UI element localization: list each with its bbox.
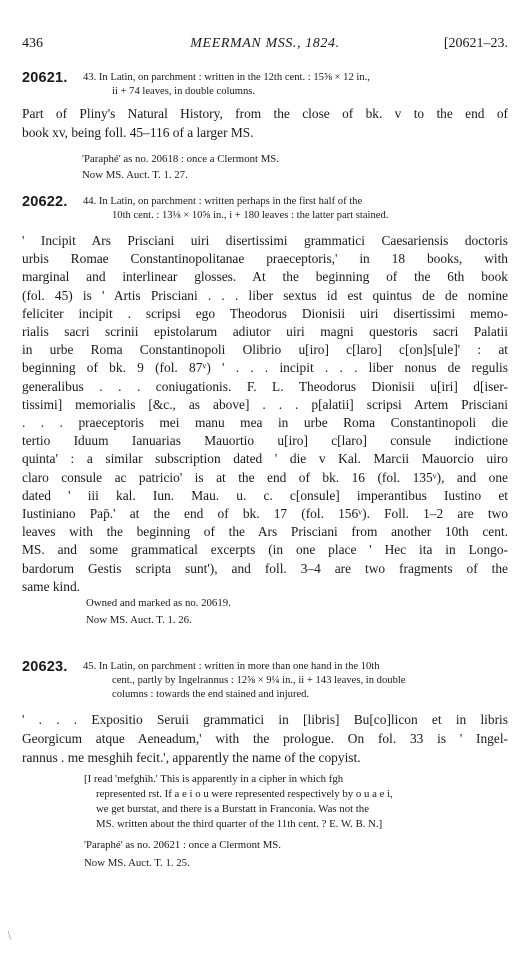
editorial-note-line: [I read 'mefghih.' This is apparently in a cipher in which fgh	[84, 773, 344, 785]
entry-description-line: 43. In Latin, on parchment : written in the 12th cent. : 15⅝ × 12 in.,	[83, 72, 370, 83]
entry-description-line: 44. In Latin, on parchment : written perhaps in the first half of the	[83, 196, 363, 207]
body-line: Georgicum atque Aeneadum,' with the prologue. On fol. 33 is ' Ingel-	[22, 731, 508, 746]
body-line: beginning of bk. 9 (fol. 87ᵛ) ' . . . incipit . . . liber nonus de regulis	[22, 360, 508, 376]
entry-description-line: 45. In Latin, on parchment : written in more than one hand in the 10th	[83, 661, 380, 672]
entry-description-line: ii + 74 leaves, in double columns.	[112, 86, 256, 97]
entry-range: [20621–23.	[443, 36, 508, 51]
body-line: claro consule ac patricio' is at the end of bk. 16 (fol. 135ᵛ), and one	[22, 469, 508, 485]
entry-description-line: cent., partly by Ingelrannus : 12⅝ × 9¼ in., ii + 143 leaves, in double	[112, 675, 406, 686]
running-title: MEERMAN MSS., 1824.	[190, 36, 340, 51]
body-line: quinta' : a similar subscription dated ' die v Kal. Marcii Mauorcio uiro	[22, 451, 508, 467]
body-line: book xv, being foll. 45–116 of a larger MS.	[22, 125, 254, 140]
entry-number: 20622.	[22, 194, 68, 210]
entry-number: 20621.	[22, 70, 68, 86]
provenance-note: 'Paraphé' as no. 20618 : once a Clermont MS.	[82, 153, 280, 165]
body-line: . . . praeceptoris mei manu mea in urbe Roma Constantinopoli die	[22, 415, 508, 430]
body-line: rialis sacri scrinii epistolarum adiutor uiri magni questoris sacri Palatii	[22, 324, 508, 339]
pencil-mark: /	[4, 928, 15, 942]
shelfmark: Now MS. Auct. T. 1. 26.	[86, 614, 192, 626]
provenance-note: Owned and marked as no. 20619.	[86, 597, 231, 609]
editorial-note-line: represented rst. If a e i o u were represented respectively by o u a e i,	[96, 788, 393, 800]
body-line: tissimi] memorialis [&c., as above] . . . p[alatii] scripsi Artem Prisciani	[22, 396, 508, 412]
body-line: rannus . me mesghih fecit.', apparently the name of the copyist.	[22, 750, 361, 765]
body-line: MS. and some grammatical excerpts (in one place ' Hec ita in Longo-	[22, 542, 508, 558]
body-line: leaves with the beginning of the Ars Prisciani from another 10th cent.	[22, 524, 508, 540]
shelfmark: Now MS. Auct. T. 1. 25.	[84, 857, 190, 869]
body-line: feliciter incipit . scripsi ego Theodorus Dionisii uiri disertissimi memo-	[22, 305, 508, 321]
body-line: marginal and interlinear glosses. At the beginning of the 6th book	[22, 269, 508, 285]
body-line: (fol. 45) is ' Artis Prisciani . . . liber sextus id est quintus de de nomine	[22, 287, 508, 303]
body-line: ' . . . Expositio Seruii grammatici in [libris] Bu[co]licon et in libris	[22, 712, 508, 727]
body-line: ' Incipit Ars Prisciani uiri disertissimi grammatici Caesariensis doctoris	[22, 233, 508, 248]
running-header	[22, 36, 508, 54]
entry-description-line: columns : towards the end stained and injured.	[112, 689, 310, 700]
body-line: urbis Romae Constantinopolitanae praeceptoris,' in 18 books, with	[22, 251, 508, 267]
body-line: dated ' iii kal. Iun. Mau. u. c. c[onsule] imperantibus Iustino et	[22, 487, 508, 503]
entry-description-line: 10th cent. : 13⅛ × 10⅝ in., i + 180 leaves : the latter part stained.	[112, 210, 389, 221]
provenance-note: 'Paraphé' as no. 20621 : once a Clermont MS.	[84, 839, 282, 851]
body-line: tertio Iduum Ianuarias Mauortio u[iro] c[laro] consule indictione	[22, 433, 508, 449]
body-line: Part of Pliny's Natural History, from the close of bk. v to the end of	[22, 106, 508, 121]
body-line: in urbe Roma Constantinopoli Olibrio u[iro] c[laro] c[on]s[ule]' : at	[22, 342, 508, 358]
editorial-note-line: we get burstat, and there is a Burstatt in Franconia. Was not the	[96, 803, 369, 815]
body-line: same kind.	[22, 578, 81, 594]
body-line: generalibus . . . coniugationis. F. L. Theodorus Dionisii u[iri] d[iser-	[22, 378, 508, 394]
shelfmark: Now MS. Auct. T. 1. 27.	[82, 169, 188, 181]
entry-number: 20623.	[22, 659, 68, 675]
editorial-note-line: MS. written about the third quarter of the 11th cent. ? E. W. B. N.]	[96, 818, 383, 830]
body-line: Iustiniano Pap̄.' at the end of bk. 17 (fol. 156ᵛ). Foll. 1–2 are two	[22, 506, 508, 521]
page-number: 436	[22, 36, 43, 51]
body-line: bardorum Gestis scripta sunt'), and foll. 3–4 are two fragments of the	[22, 560, 508, 576]
